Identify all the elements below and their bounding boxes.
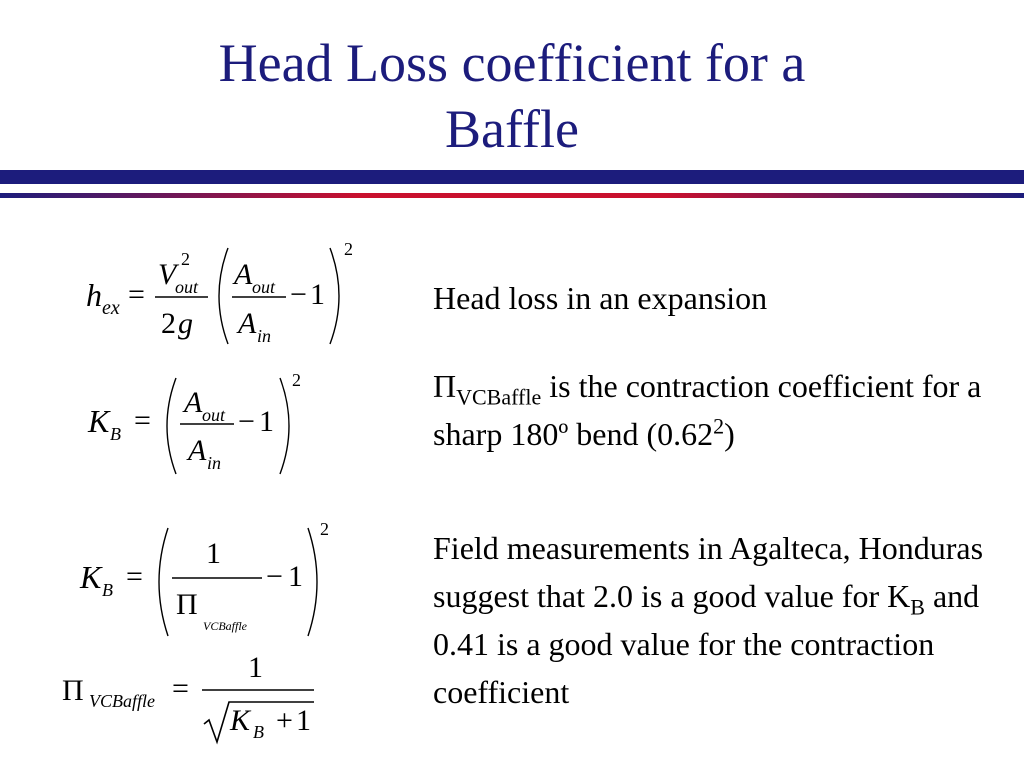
eq3-equals: = xyxy=(126,560,143,593)
eq1-two: 2 xyxy=(161,307,176,340)
description-field-measurements xyxy=(433,524,993,716)
description-pi-symbol: Π xyxy=(433,368,457,404)
eq3-minus: − xyxy=(266,560,283,593)
eq2-A-den: A xyxy=(188,434,207,467)
eq3-B: B xyxy=(102,580,113,600)
eq4-Pi-sub: VCBaffle xyxy=(89,691,155,711)
eq1-one: 1 xyxy=(310,278,325,311)
eq3-K: K xyxy=(80,559,102,595)
eq2-right-paren xyxy=(280,378,289,474)
eq1-V-out: out xyxy=(175,277,199,297)
eq4-one-num: 1 xyxy=(248,651,263,684)
eq2-one: 1 xyxy=(259,405,274,438)
description-contraction-close: ) xyxy=(724,416,735,452)
eq3-Pi-sub: VCBaffle xyxy=(203,619,247,633)
eq2-power: 2 xyxy=(292,370,301,390)
eq2-A-out: out xyxy=(202,405,226,425)
eq3 xyxy=(79,519,329,636)
description-contraction-superscript: 2 xyxy=(713,413,725,439)
eq2-B: B xyxy=(110,424,121,444)
eq1-minus: − xyxy=(290,278,307,311)
eq4-K: K xyxy=(230,704,251,737)
eq1-power: 2 xyxy=(344,239,353,259)
eq4-Pi: Π xyxy=(62,674,84,707)
eq3-one-num: 1 xyxy=(206,537,221,570)
eq2 xyxy=(87,370,301,474)
description-field-text-b: and 0.41 is a good value for the contraction coefficient xyxy=(433,578,980,710)
title-line-1: Head Loss coefficient for a xyxy=(218,33,806,93)
eq4-equals: = xyxy=(172,672,189,705)
eq4 xyxy=(62,651,314,742)
eq3-power: 2 xyxy=(320,519,329,539)
eq1-A-num: A xyxy=(234,258,253,291)
eq3-one: 1 xyxy=(288,560,303,593)
eq1-left-paren xyxy=(219,248,228,344)
eq4-one: 1 xyxy=(296,704,311,737)
description-pi-subscript: VCBaffle xyxy=(456,384,542,410)
description-expansion xyxy=(433,274,993,322)
eq2-minus: − xyxy=(238,405,255,438)
eq1-A-out: out xyxy=(252,277,276,297)
eq3-Pi: Π xyxy=(176,588,198,621)
eq4-plus: + xyxy=(276,704,293,737)
eq1-A-in: in xyxy=(257,326,272,346)
description-field-subscript: B xyxy=(910,594,925,620)
description-contraction-text: is the contraction coefficient for a sharp 180º bend (0.62 xyxy=(433,368,982,452)
eq3-left-paren xyxy=(159,528,168,636)
eq1-right-paren xyxy=(330,248,339,344)
description-expansion-text: Head loss in an expansion xyxy=(433,280,768,316)
eq1-ex: ex xyxy=(102,297,120,319)
eq2-equals: = xyxy=(134,404,151,437)
eq1 xyxy=(86,239,353,346)
eq2-K: K xyxy=(88,403,110,439)
eq2-A-num: A xyxy=(184,386,203,419)
eq1-h: h xyxy=(86,277,102,313)
eq1-V: V xyxy=(158,258,177,291)
eq2-A-in: in xyxy=(207,453,222,473)
description-contraction-coefficient xyxy=(433,362,993,458)
eq1-V-square: 2 xyxy=(181,249,190,269)
eq2-left-paren xyxy=(167,378,176,474)
eq1-equals: = xyxy=(128,278,145,311)
eq1-g: g xyxy=(178,307,193,340)
eq3-right-paren xyxy=(308,528,317,636)
title-line-2: Baffle xyxy=(445,99,579,159)
description-field-text-a: Field measurements in Agalteca, Honduras suggest that 2.0 is a good value for K xyxy=(433,530,984,614)
eq1-A-den: A xyxy=(238,307,257,340)
eq4-B: B xyxy=(253,722,264,742)
